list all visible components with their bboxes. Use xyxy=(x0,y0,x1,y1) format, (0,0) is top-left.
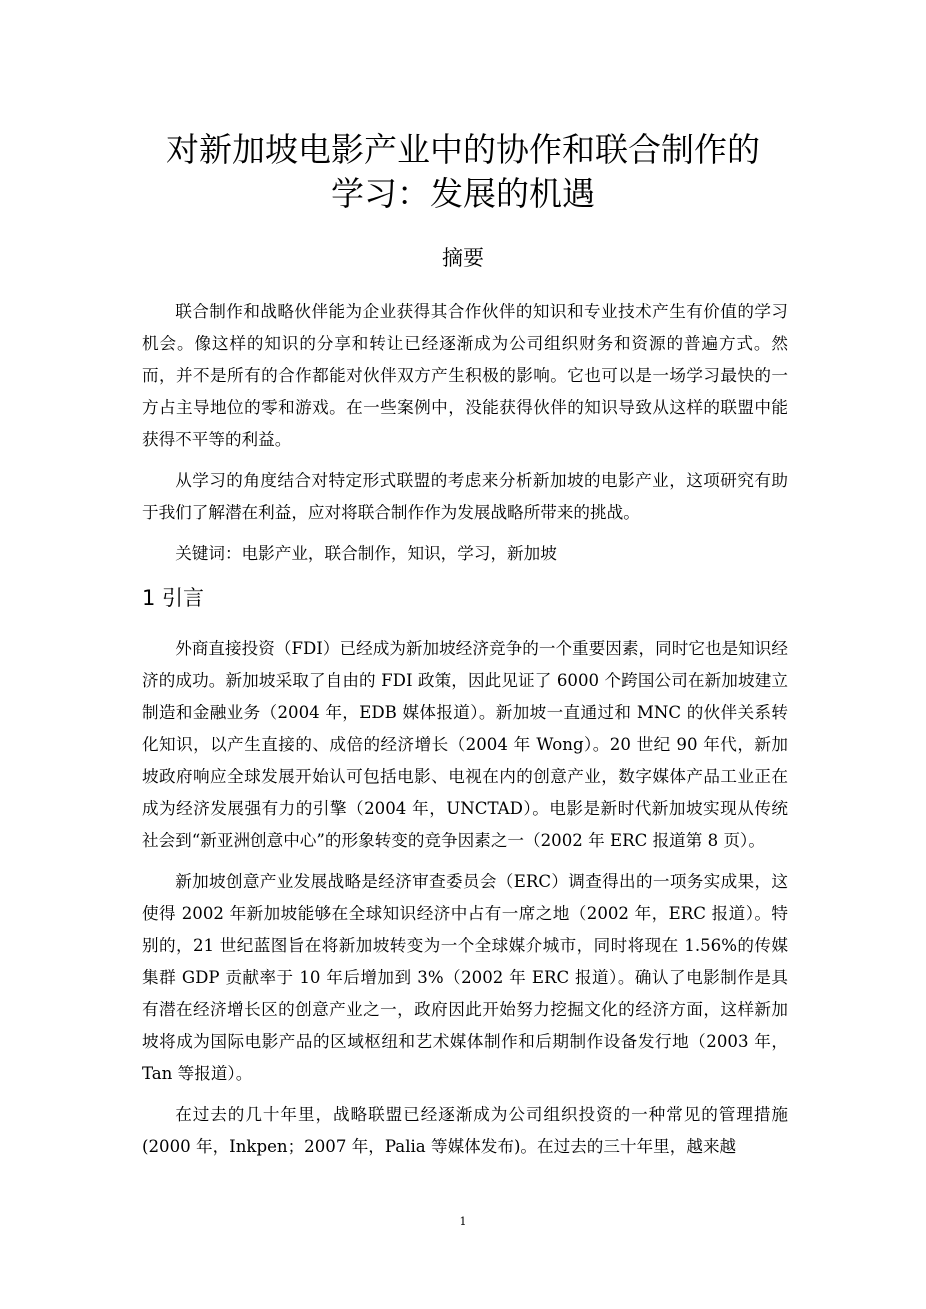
keywords: 关键词：电影产业，联合制作，知识，学习，新加坡 xyxy=(175,544,557,563)
title-line-1: 对新加坡电影产业中的协作和联合制作的 xyxy=(166,130,760,169)
paper-title xyxy=(100,128,826,216)
introduction-paragraph-1: 外商直接投资（FDI）已经成为新加坡经济竞争的一个重要因素，同时它也是知识经济的成功。新加坡采取了自由的 FDI 政策，因此见证了 6000 个跨国公司在新加坡建立制造和金融业务（2004 年，EDB 媒体报道）。新加坡一直通过和 MNC 的伙伴关系转化知识，以产生直接的、成倍的经济增长（2004 年 Wong）。20 世纪 90 年代，新加坡政府响应全球发展开始认可包括电影、电视在内的创意产业，数字媒体产品工业正在成为经济发展强有力的引擎（2004 年，UNCTAD）。电影是新时代新加坡实现从传统社会到“新亚洲创意中心”的形象转变的竞争因素之一（2002 年 ERC 报道第 8 页）。 xyxy=(142,639,788,850)
title-line-2: 学习：发展的机遇 xyxy=(331,174,595,213)
abstract-body xyxy=(142,296,788,579)
abstract-paragraph-2: 从学习的角度结合对特定形式联盟的考虑来分析新加坡的电影产业，这项研究有助于我们了解潜在利益，应对将联合制作作为发展战略所带来的挑战。 xyxy=(142,471,788,522)
introduction-body xyxy=(142,633,788,1172)
abstract-paragraph-1: 联合制作和战略伙伴能为企业获得其合作伙伴的知识和专业技术产生有价值的学习机会。像这样的知识的分享和转让已经逐渐成为公司组织财务和资源的普遍方式。然而，并不是所有的合作都能对伙伴双方产生积极的影响。它也可以是一场学习最快的一方占主导地位的零和游戏。在一些案例中，没能获得伙伴的知识导致从这样的联盟中能获得不平等的利益。 xyxy=(142,302,788,449)
section-heading-introduction: 1 引言 xyxy=(142,586,205,610)
page-number: 1 xyxy=(459,1215,467,1228)
abstract-heading: 摘要 xyxy=(442,246,484,270)
introduction-paragraph-2: 新加坡创意产业发展战略是经济审查委员会（ERC）调查得出的一项务实成果，这使得 2002 年新加坡能够在全球知识经济中占有一席之地（2002 年，ERC 报道）。特别的，21 世纪蓝图旨在将新加坡转变为一个全球媒介城市，同时将现在 1.56%的传媒集群 GDP 贡献率于 10 年后增加到 3%（2002 年 ERC 报道）。确认了电影制作是具有潜在经济增长区的创意产业之一，政府因此开始努力挖掘文化的经济方面，这样新加坡将成为国际电影产品的区域枢纽和艺术媒体制作和后期制作设备发行地（2003 年，Tan 等报道）。 xyxy=(142,872,788,1083)
introduction-paragraph-3: 在过去的几十年里，战略联盟已经逐渐成为公司组织投资的一种常见的管理措施(2000 年，Inkpen；2007 年，Palia 等媒体发布)。在过去的三十年里，越来越 xyxy=(142,1105,788,1156)
